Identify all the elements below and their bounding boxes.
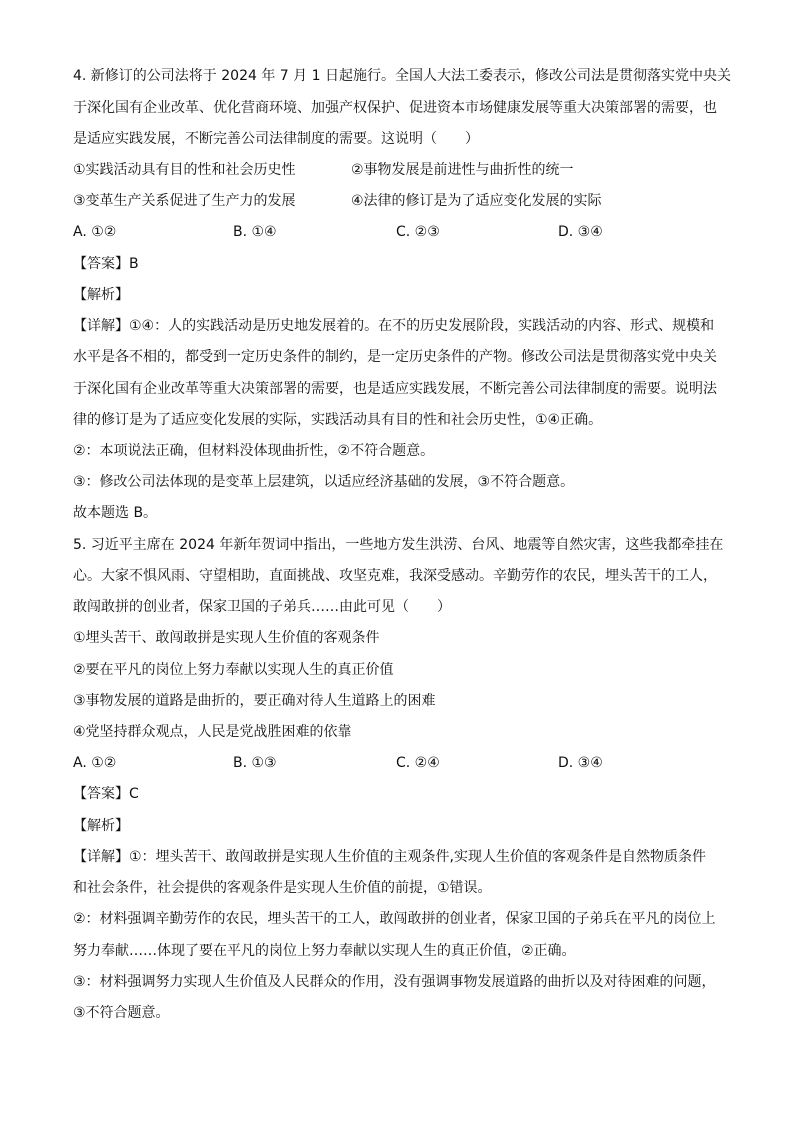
q5-statement-2: ②要在平凡的岗位上努力奉献以实现人生的真正价值 <box>73 662 394 678</box>
q4-stem-line-3: 是适应实践发展，不断完善公司法律制度的需要。这说明（ ） <box>73 131 479 147</box>
q5-options <box>73 753 733 773</box>
q4-detail-line-6: ③：修改公司法体现的是变革上层建筑，以适应经济基础的发展，③不符合题意。 <box>73 474 575 490</box>
q4-detail-line-7: 故本题选 B。 <box>73 505 158 521</box>
q5-answer: 【答案】C <box>73 786 139 802</box>
q4-detail-line-5: ②：本项说法正确，但材料没体现曲折性，②不符合题意。 <box>73 443 435 459</box>
q5-detail-line-6: ③不符合题意。 <box>73 1005 170 1021</box>
q4-stem-line-1: 4. 新修订的公司法将于 2024 年 7 月 1 日起施行。全国人大法工委表示，修改公司法是贯彻落实党中央关 <box>73 68 731 84</box>
q4-statement-2: ②事物发展是前进性与曲折性的统一 <box>351 162 574 178</box>
q4-option-b: B. ①④ <box>233 224 277 240</box>
q4-analysis-label: 【解析】 <box>73 287 129 303</box>
q4-option-a: A. ①② <box>73 224 117 240</box>
q4-option-c: C. ②③ <box>396 224 440 240</box>
q5-detail-line-2: 和社会条件，社会提供的客观条件是实现人生价值的前提，①错误。 <box>73 880 492 896</box>
q4-answer: 【答案】B <box>73 256 139 272</box>
q5-stem-line-3: 敢闯敢拼的创业者，保家卫国的子弟兵……由此可见（ ） <box>73 599 451 615</box>
q5-detail-line-1: 【详解】①：埋头苦干、敢闯敢拼是实现人生价值的主观条件,实现人生价值的客观条件是自然物质条件 <box>73 849 706 865</box>
q5-analysis-label: 【解析】 <box>73 818 129 834</box>
q4-detail-line-4: 律的修订是为了适应变化发展的实际，实践活动具有目的性和社会历史性，①④正确。 <box>73 412 603 428</box>
q4-detail-line-1: 【详解】①④：人的实践活动是历史地发展着的。在不的历史发展阶段，实践活动的内容、形式、规模和 <box>73 318 715 334</box>
q4-detail-line-2: 水平是各不相的，都受到一定历史条件的制约，是一定历史条件的产物。修改公司法是贯彻落实党中央关 <box>73 349 717 365</box>
q5-detail-line-4: 努力奉献……体现了要在平凡的岗位上努力奉献以实现人生的真正价值，②正确。 <box>73 943 576 959</box>
q4-statements-row-1 <box>73 160 733 180</box>
q5-option-b: B. ①③ <box>233 755 277 771</box>
q4-detail-line-3: 于深化国有企业改革等重大决策部署的需要，也是适应实践发展，不断完善公司法律制度的需要。说明法 <box>73 381 717 397</box>
q5-statement-4: ④党坚持群众观点，人民是党战胜困难的依靠 <box>73 724 352 740</box>
q4-statements-row-2 <box>73 191 733 211</box>
q5-statement-1: ①埋头苦干、敢闯敢拼是实现人生价值的客观条件 <box>73 630 380 646</box>
q4-option-d: D. ③④ <box>558 224 603 240</box>
q5-option-d: D. ③④ <box>558 755 603 771</box>
q4-options <box>73 222 733 242</box>
q5-stem-line-1: 5. 习近平主席在 2024 年新年贺词中指出，一些地方发生洪涝、台风、地震等自然灾害，这些我都牵挂在 <box>73 537 724 553</box>
q5-detail-line-5: ③：材料强调努力实现人生价值及人民群众的作用，没有强调事物发展道路的曲折以及对待困难的问题， <box>73 974 716 990</box>
q5-option-c: C. ②④ <box>396 755 440 771</box>
q5-stem-line-2: 心。大家不惧风雨、守望相助，直面挑战、攻坚克难，我深受感动。辛勤劳作的农民，埋头苦干的工人， <box>73 568 717 584</box>
q5-option-a: A. ①② <box>73 755 117 771</box>
q4-stem-line-2: 于深化国有企业改革、优化营商环境、加强产权保护、促进资本市场健康发展等重大决策部署的需要，也 <box>73 100 717 116</box>
q5-statement-3: ③事物发展的道路是曲折的，要正确对待人生道路上的困难 <box>73 693 436 709</box>
q5-detail-line-3: ②：材料强调辛勤劳作的农民，埋头苦干的工人，敢闯敢拼的创业者，保家卫国的子弟兵在平凡的岗位上 <box>73 911 716 927</box>
q4-statement-3: ③变革生产关系促进了生产力的发展 <box>73 193 296 209</box>
q4-statement-1: ①实践活动具有目的性和社会历史性 <box>73 162 296 178</box>
q4-statement-4: ④法律的修订是为了适应变化发展的实际 <box>351 193 602 209</box>
